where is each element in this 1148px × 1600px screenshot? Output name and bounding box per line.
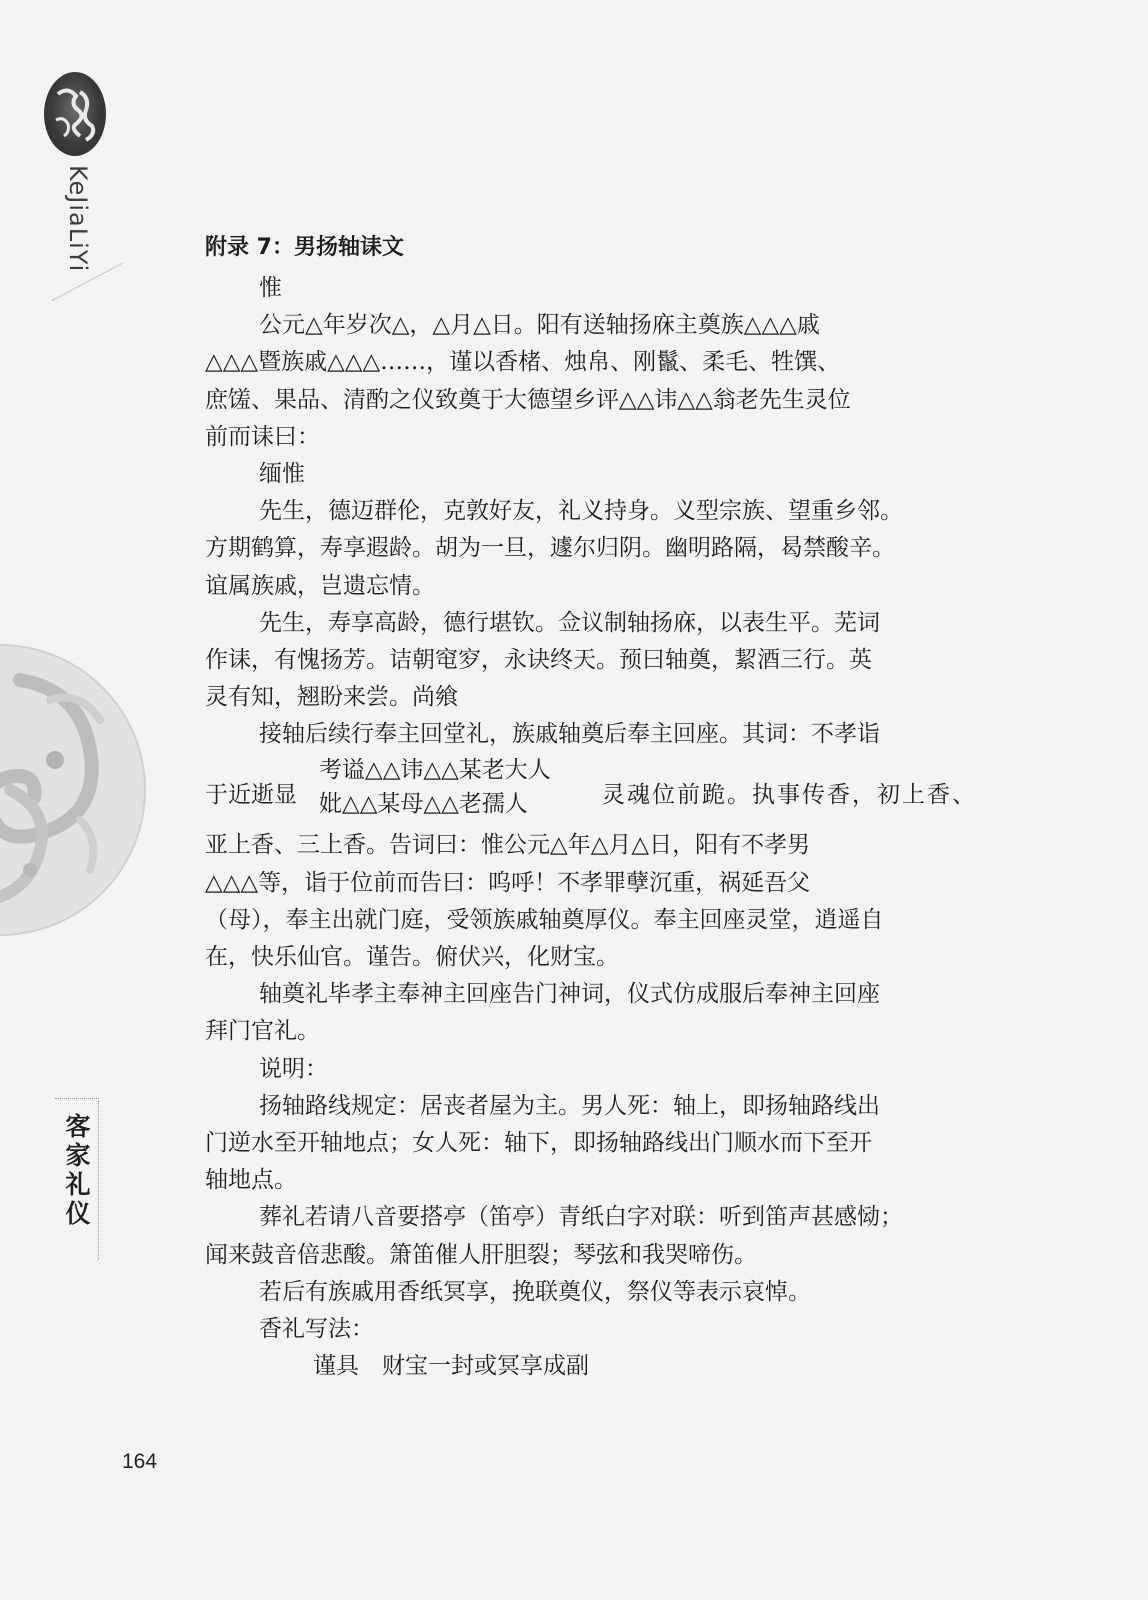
running-head-text: KeJiaLiYi xyxy=(64,165,92,273)
text-line: 庶馐、果品、清酌之仪致奠于大德望乡评△△讳△△翁老先生灵位 xyxy=(205,386,851,413)
text-line: 谊属族戚，岂遗忘情。 xyxy=(205,572,435,599)
text-line: △△△暨族戚△△△……，谨以香楮、烛帛、刚鬣、柔毛、牲馔、 xyxy=(205,349,841,376)
section-rule xyxy=(55,1098,99,1100)
text-line: 在，快乐仙官。谨告。俯伏兴，化财宝。 xyxy=(205,944,619,970)
stacked-upper: 考谥△△讳△△某老大人 xyxy=(319,757,551,784)
text-line: 扬轴路线规定：居丧者屋为主。男人死：轴上，即扬轴路线出 xyxy=(259,1092,880,1119)
text-block-2 xyxy=(205,827,975,1385)
stacked-titles xyxy=(319,753,551,821)
text-line: 闻来鼓音倍悲酸。箫笛催人肝胆裂；琴弦和我哭啼伤。 xyxy=(205,1241,757,1268)
text-line: 先生，德迈群伦，克敦好友，礼义持身。义型宗族、望重乡邻。 xyxy=(259,498,903,525)
margin-vertical-rule xyxy=(98,1100,99,1260)
text-line: （母），奉主出就门庭，受领族戚轴奠厚仪。奉主回座灵堂，逍遥自 xyxy=(205,906,884,933)
stacked-suffix: 灵魂位前跪。执事传香，初上香、 xyxy=(602,782,975,809)
text-line: 拜门官礼。 xyxy=(205,1018,320,1045)
text-line: 接轴后续行奉主回堂礼，族戚轴奠后奉主回座。其词：不孝诣 xyxy=(259,721,880,748)
text-line: 惟 xyxy=(259,275,282,301)
text-line: 轴奠礼毕孝主奉神主回座告门神词，仪式仿成服后奉神主回座 xyxy=(259,981,880,1008)
text-line: 葬礼若请八音要搭亭（笛亭）青纸白字对联：听到笛声甚感恸； xyxy=(259,1204,903,1231)
body-text xyxy=(205,270,975,1385)
page-number: 164 xyxy=(122,1450,158,1473)
text-line: 前而诔曰： xyxy=(205,423,320,450)
stacked-lower: 妣△△某母△△老孺人 xyxy=(319,791,528,818)
text-line: 若后有族戚用香纸冥享，挽联奠仪，祭仪等表示哀悼。 xyxy=(259,1278,811,1305)
text-line: 说明： xyxy=(259,1055,328,1082)
stacked-inscription-line xyxy=(205,753,975,827)
text-line: 缅惟 xyxy=(259,460,305,487)
text-line: 门逆水至开轴地点；女人死：轴下，即扬轴路线出门顺水而下至开 xyxy=(205,1129,872,1156)
text-line: 香礼写法： xyxy=(259,1315,374,1342)
section-label-vertical: 客家礼仪 xyxy=(65,1112,91,1228)
text-line: 谨具 财宝一封或冥享成副 xyxy=(313,1353,589,1380)
text-line: 灵有知，翘盼来尝。尚飨 xyxy=(205,684,458,711)
text-line: 公元△年岁次△，△月△日。阳有送轴扬庥主奠族△△△戚 xyxy=(259,312,820,339)
seal-logo xyxy=(44,72,106,156)
decorative-cloud-ornament xyxy=(0,640,150,940)
text-line: △△△等，诣于位前而告曰：呜呼！不孝罪孽沉重，祸延吾父 xyxy=(205,869,811,896)
text-line: 方期鹤算，寿享遐龄。胡为一旦，遽尔归阴。幽明路隔，曷禁酸辛。 xyxy=(205,535,895,562)
text-block-1 xyxy=(205,270,975,753)
text-line: 先生，寿享高龄，德行堪钦。佥议制轴扬庥，以表生平。芜词 xyxy=(259,609,880,636)
text-line: 亚上香、三上香。告词曰：惟公元△年△月△日，阳有不孝男 xyxy=(205,832,811,859)
text-line: 作诔，有愧扬芳。诘朝窀穸，永诀终天。预曰轴奠，絜酒三行。英 xyxy=(205,646,872,673)
stacked-prefix: 于近逝显 xyxy=(205,782,297,809)
appendix-title: 附录 7：男扬轴诔文 xyxy=(205,235,404,260)
text-line: 轴地点。 xyxy=(205,1167,297,1194)
